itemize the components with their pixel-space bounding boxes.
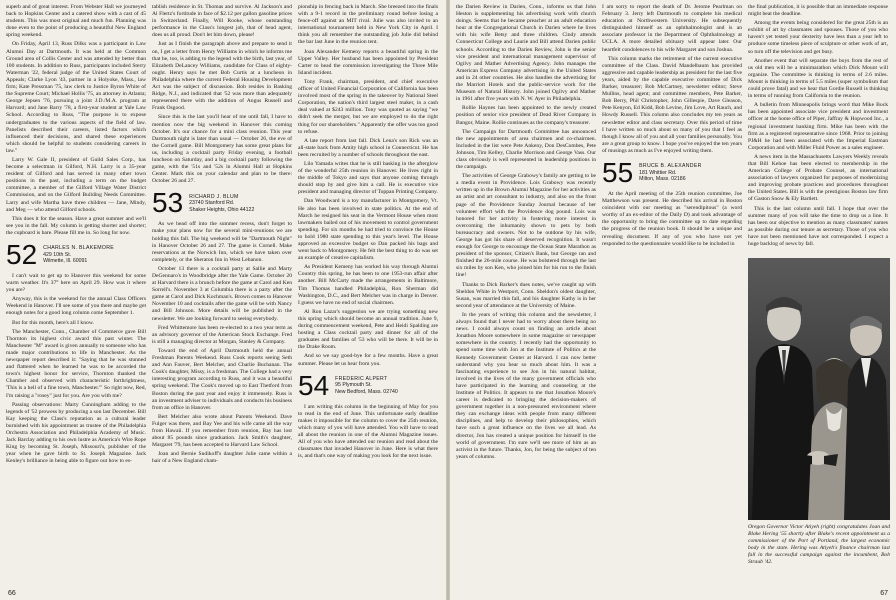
- paragraph: Passing observations: Marty Cunningham adding to the legends of '52 prowess by producing a son last December. Bill Kay keeping the Class's reputation as a cultural leader burnished with his appointment as trustee of the Philadelphia Orchestra Association and Philadelphia Academy of Music. Jack Barclay adding to his own lustre as America's Wire Rope King by becoming St. Joseph, Missouri's, publisher of the year when he gave birth to St. Joseph Magazine. Jack Kenley's brilliance in being able to figure out how to es-: [6, 401, 146, 465]
- paragraph: A late report from last fall. Dick Lena's son Rick was an all-state back from Amity high school in Connecticut. He has been recruited by a number of schools throughout the east.: [298, 137, 438, 158]
- left-column-3: [298, 4, 438, 578]
- class-number: 54: [298, 369, 330, 401]
- secretary-address: 95 Plymouth St.: [335, 382, 372, 389]
- page-number: 66: [8, 590, 16, 597]
- paragraph: I can't wait to get up to Hanover this weekend for some warm weather. It's 37° here on April 29. How was it where you are?: [6, 273, 146, 294]
- paragraph: October 13 there is a cocktail party at Sallie and Marty DeGennaro's in Woodbridge after the Yale Game. October 20 at Harvard there is a brunch before the game at Carol and Ken Sorrell's. November 3 at Columbia there is a party after the game at Carol and Dick Kochman's. Brown comes to Hanover November 10 and cocktails after the game will be with Nancy and Bill Johnson. More details will be published in the newsletter. We are looking forward to seeing everybody.: [152, 265, 292, 322]
- paragraph: Larry W. Gale II, president of Guild Sales Corp., has become a selectman in Gilford, N.H. Larry is a 35-year resident of Gilford and has served in many other town positions in the past, including a term on the budget committee, a member of the Gilford Village Water District Commission, and on the Gilford Building Needs Committee. Larry and wife Martha have three children — Jane, Mindy, and Meg — who attend Gilford schools.: [6, 156, 146, 213]
- paragraph: This is the last column until fall. I hope that over the summer many of you will take the time to drop us a line. It has been our objective to mention as many classmates' names as possible during our tenure as secretary. Those of you who have not been mentioned have not corresponded. I expect a huge backlog of news by fall.: [748, 205, 888, 247]
- class-secretary: [43, 245, 114, 264]
- paragraph: The Campaign for Dartmouth Committee has announced the new appointments of area chairmen and co-chairmen. Included in the list were Pete Ankeny, Don DesCombes, Pete Johnson, Tim Kelley, Charlie Morrison and George Vass. Our class obviously is well represented in leadership positions in the campaign.: [456, 128, 596, 171]
- paragraph: Another event that will separate the boys from the rest of us old men will be a minimarathon which Dick Mount will organize. The committee is thinking in terms of 2.6 miles. Mount is thinking in terms of 5.5 miles (super symbolism that could prove fatal) and we hear that Gordie Russell is thinking in terms of running from California to the reunion.: [748, 57, 888, 100]
- paragraph: A news item in the Massachusetts Lawyers Weekly reveals that Bill Kehoe has been elected to membership in the American College of Probate Counsel, an international association of lawyers organized for purposes of modernizing and improving probate practices and procedures throughout the United States. Bill is with the prestigious Boston law firm of Gaston Snow & Ely Bartlett.: [748, 153, 888, 203]
- class-number: 55: [602, 156, 634, 188]
- secretary-city: Milton, Mass. 02186: [639, 176, 686, 183]
- secretary-city: Wilmette, Ill. 60091: [43, 258, 88, 265]
- class-54-heading: [298, 369, 438, 401]
- right-column-2: [602, 4, 742, 578]
- paragraph: Rollie Haynes has been appointed to the newly created position of senior vice president of Dead River Company in Bangor, Maine. Rollie continues as the company's treasurer.: [456, 105, 596, 126]
- secretary-address: 181 Whittier Rd.: [639, 169, 677, 176]
- paragraph: superb and of great interest. From Webster Hall we journeyed back to Hopkins Center and a catered show with a cast of 45 students. This was most original and much fun. Planning was done even to the point of producing a beautiful New England spring weekend.: [6, 4, 146, 39]
- paragraph: the final publication, it is possible that an immediate response might beat the deadline.: [748, 4, 888, 18]
- secretary-name: BRUCE B. ALEXANDER: [639, 163, 702, 170]
- photo-illustration: [748, 258, 890, 520]
- paragraph: And so we say good-bye for a few months. Have a great summer. Please let us hear from you.: [298, 353, 438, 367]
- photo-governor-handshake: [748, 258, 890, 520]
- paragraph: Since this is the last you'll hear of me until fall, I have to mention now the big weekend in Hanover this coming October. It's our chance for a mini class reunion. This year Dartmouth night is later than usual — October 26, the eve of the Cornell game. Bill Montgomery has some great plans for us, including a cocktail party Friday evening, a football luncheon on Saturday, and a big cocktail party following the game, with the '51s and '52s in Alumni Hall at Hopkins Center. Mark this on your calendar and plan to be there: October 26 and 27.: [152, 114, 292, 185]
- paragraph: Joan Alexander Kemeny reports a beautiful spring in the Upper Valley. Her husband has been appointed by President Carter to head the commission investigating the Three Mile Island incident.: [298, 48, 438, 76]
- secretary-address: 23740 Stanford Rd.: [189, 200, 235, 207]
- class-secretary: [189, 194, 254, 213]
- class-number: 52: [6, 239, 38, 270]
- photo-caption: Oregon Governor Victor Atiyeh (right) congratulates Joan and Blake Hering '55 shortly after Blake's recent appointment as a commissioner of the Port of Portland, the largest economic body in the state. Hering was Atiyeh's finance chairman last fall in the successful campaign against the incumbent, Bob Straub '42.: [748, 524, 890, 565]
- paragraph: Anyway, this is the weekend for the annual Class Officers Weekend in Hanover. I'll see some of you there and maybe get enough notes for a good long column come September 1.: [6, 296, 146, 317]
- paragraph: Dan Woodward is a toy manufacturer in Montgomery, Vt. He also has been involved in state politics. At the end of March he resigned his seat in the Vermont House when most lawmakers bailed out of his movement to control government spending. For six months he had tried to convince the House to hold 1980 state spending to this year's level. The House approved an excessive budget so Dan packed his bags and went back to Montgomery. He felt the best thing to do was set an example of creative capitalism.: [298, 198, 438, 262]
- paragraph: Among the events being considered for the great 25th is an exhibit of art by classmates and spouses. Those of you who haven't yet tested your dexterity have less than a year left to produce some timeless piece of sculpture or other work of art, so turn off the television and get busy.: [748, 20, 888, 55]
- paragraph: In the years of writing this column and the newsletter, I always found that I never had to worry about there being no news. I could always count on finding an article about Jonathon Moore somewhere in some magazine or newspaper somewhere in the country. I recently had the opportunity to spend some time with Jon at the Institute of Politics at the Kennedy Government Center at Harvard. I can now better understand why you hear so much about him. It was a fascinating experience to see Jon in his natural habitat, involved in the lives of the many government officials who have participated in the learning and counseling at the Institute of Politics. It appears to me that Jonathon Moore's career is dedicated to bringing the decision-makers of government together in a non-pressured environment where they can exchange ideas with people from many different disciplines, and help to develop their philosophies, which have such a great influence on the lives we all lead. As director, Jon has created a unique position for himself in the world of government. I'm sure we'll see more of him as an activist in the future. Thanks, Jon, for being the subject of ten years of columns.: [456, 311, 596, 460]
- paragraph: Bert Melcher also wrote about Parents Weekend. Dave Fulger was there, and Bay Yee and his wife came all the way from Hawaii. If you remember from reunion, Bay has lost about 85 pounds since graduation. Jack Smith's daughter, Margaret '79, has been accepted to Harvard Law School.: [152, 413, 292, 449]
- paragraph: Just as I finish the paragraph above and prepare to send it on, I get a letter from Henry Williams in which he informs me that he, too, is adding to the legend with the birth, last year, of Elizabeth DeLancey Williams, candidate for Class of eighty-ought. Henry says he met Bob Curtis at a luncheon in Philadelphia where the current Federal Housing Development Act was the subject of discussion. Bob resides in Basking Ridge, N.J., and indicated that '52 was more than adequately represented there with the addition of Angus Russell and Frank Osgood.: [152, 41, 292, 112]
- paragraph: the Darien Review in Darien, Conn., informs us that John Heston is supplementing his advertising work with church doings. Seems that he became preacher at an adult education hour at the Congregational Church in Darien where he lives with his wife Betsy and three children. Cindy attends Connecticut College and Laurie and Bill attend Darien public schools. According to the Darien Review, John is the senior vice president and international management supervisor of Ogilvy and Mather Advertising Agency. John manages the American Express Company advertising in the United States and in 24 other countries. He also handles the advertising for the Marriott Hotels and the public-service work for the Museum of Natural History. John joined Ogilvy and Mather in 1961 after five years with N. W. Ayer in Philadelphia.: [456, 4, 596, 103]
- secretary-city: New Bedford, Mass. 02740: [335, 388, 398, 395]
- paragraph: As President Kemeny has worked his way through Alumni Country this spring, he has been to one 1953-run affair after another. Bill McCarty made the arrangements in Baltimore, Tim Thomas handled Philadelphia, Ron Sherman did Washington, D.C., and Bert Melcher was in charge in Denver. I guess we have no end of social chairmen.: [298, 264, 438, 306]
- paragraph: Thanks to Dick Barker's dues notes, we've caught up with Sheldon White in Westport, Conn. Sheldon's oldest daughter, Susan, was married this fall, and his daughter Kathy is in her second year of attendance at the University of Maine.: [456, 281, 596, 309]
- page-number: 67: [880, 590, 888, 597]
- right-column-1: [456, 4, 596, 578]
- class-55-heading: [602, 156, 742, 188]
- paragraph: A bulletin from Minneapolis brings word that Mike Bock has been appointed associate vice president and investment officer at the home office of Piper, Jaffray & Hopwood Inc., a regional investment banking firm. Mike has been with the firm as a registered representative since 1968. Prior to joining PJ&H he had been associated with the Imperial Eastman Corporation and with Miller Fluid Power as a sales engineer.: [748, 102, 888, 151]
- paragraph: As we head off into the summer recess, don't forget to make your plans now for the several mini-reunions we are holding this fall. The big weekend will be "Dartmouth Night" in Hanover October 26 and 27. The game is Cornell. Make reservations at the Norwich Inn, which we have taken over completely, or the Sheraton Inn in West Lebanon.: [152, 221, 292, 263]
- paragraph: tablish residence in St. Thomas and survive. Al Jackson's and Al Flertz's fortitude in face of $2.12 per gallon gasoline prices in Switzerland. Finally, Will Rooke, whose outstanding performance in the Class's longest job, that of head agent, does us all proud. Don't let him down, please!: [152, 4, 292, 39]
- paragraph: Joan and Bernie Sudikoff's daughter Julie came within a hair of a New England cham-: [152, 451, 292, 465]
- paragraph: On Friday, April 13, Russ Dilks was a participant in Law Alumni Day at Dartmouth. It was held at the Common Ground area of Collis Center and was attended by better than 100 students. In addition to Russ, participants included Sterry Waterman '22, federal judge of the United States Court of Appeals; Clarke Lyon '43, partner in a Holyoke, Mass., law firm; Kate Pressman '75, law clerk to Justice Byron White of the Supreme Court; Michael Hollis '75, an attorney in Atlanta; George Jepsen '76, pursuing a joint J.D./M.A. program at Harvard; and Jane Barry '78, a first-year student at Yale Law School. According to Russ, "The purpose is to expose undergraduates to the various aspects of the field of law. Panelists described their careers, listed factors which influenced their decisions, and shared these experiences which should be helpful to students considering careers in law.": [6, 41, 146, 154]
- paragraph: This does it for the season. Have a great summer and we'll see you in the fall. My column is getting shorter and shorter; the cupboard is bare. Please fill me in. So long for now.: [6, 215, 146, 236]
- paragraph: pionship in fencing back in March. She breezed into the finals with a 9-1 record in the preliminary round before losing a fence-off against an MIT rival. Julie was also invited to an international tournament held in New York City in April. I think you all remember the outstanding job Julie did behind the bar last June in the reunion tent.: [298, 4, 438, 46]
- secretary-city: Shaker Heights, Ohio 44122: [189, 206, 255, 213]
- class-53-heading: [152, 189, 292, 217]
- right-column-3: [748, 4, 888, 254]
- class-number: 53: [152, 187, 184, 219]
- secretary-name: FREDERIC ALPERT: [335, 375, 388, 382]
- paragraph: This column marks the retirement of the current executive committee of the Class. David Mandelbaum has provided aggressive and capable leadership as president for the last five years, aided by the capable executive committee of Dick Barker, treasurer; Bob McCartney, newsletter editor; Steve Mullins, head agent; and committee members, Pete Barker, Bob Berry, Phil Christopher, John Gillespie, Dave Gleason, Pete Kenyon, Ed Kidd, Bob Levine, Jim Love, Art Rauch, and Howdy Russell. This column also concludes my ten years as newsletter editor and class secretary. Over this period of time I have written so much about so many of you that I feel as though I know all of you and all your families personally. You are a great group to know. I hope you've enjoyed the ten years of musings as much as I've enjoyed writing them.: [602, 55, 742, 154]
- paragraph: The Manchester, Conn., Chamber of Commerce gave Bill Thornton its highest civic award this past winter. The Manchester "M" award is given annually to someone who has made major contributions to life in Manchester. As the newspaper report described it: "Saying that he was stunned and flattered when he learned he was to be accorded the town's highest honor for service, Thornton thanked the Chamber and observed with characteristic forthrightness, 'This is a hell of a fine town, Manchester.'" So right now, Red, I'm raising a "rosey" just for you. Are you with me?: [6, 328, 146, 399]
- class-52-heading: [6, 241, 146, 269]
- secretary-name: RICHARD J. BLUM: [189, 193, 239, 200]
- paragraph: I am writing this column in the beginning of May for you to read in the end of June. This unfortunate early deadline makes it impossible for the column to cover the 25th reunion, which many of you will have attended. You will have to read all about the reunion in one of the Alumni Magazine issues. All of you who have attended our reunion and read about the classmates that invaded Hanover in June. Here is what there is, and that's one way of making you look for the next issue.: [298, 403, 438, 460]
- paragraph: The activities of George Grabowy's family are getting to be a media event in Providence. Lois Grabowy was recently written up in the Brown Alumni Magazine for her activities as an artist and art consultant to industry, and also on the front page of the Providence Sunday Journal because of her volunteer effort with the Providence dog pound. Lois was honored for her activity in fostering more interest in overcoming the inhumanity shown to pets by both bureaucracy and owners. Not to be outdone by his wife, George has got his share of deserved recognition. It wasn't enough for George to encourage the Ocean State Marathon as president of the sponsor, Citizen's Bank, but George ran and finished the 26-mile course. He was bolstered through the last six miles by son Ken, who joined him for his run to the finish line!: [456, 173, 596, 279]
- secretary-address: 429 10th St.: [43, 251, 72, 258]
- class-secretary: [639, 163, 701, 182]
- left-column-1: [6, 4, 146, 578]
- right-page: [450, 0, 896, 600]
- secretary-name: CHARLES N. BLAKEMORE: [43, 245, 115, 252]
- paragraph: Tony Frank, chairman, president, and chief executive officer of United Financial Corporation of California has been involved most of the spring in the takeover by National Steel Corporation, the nation's third largest steel maker, in a cash deal valued at $243 million. Tony was quoted as saying "we didn't seek the merger, but we are employed to do the right thing for our shareholders." Apparently the offer was too good to refuse.: [298, 78, 438, 135]
- paragraph: Fred Whittemore has been re-elected to a two year term as an advisory governor of the American Stock Exchange. Fred is still a managing director at Morgan, Stanley & Company.: [152, 324, 292, 345]
- paragraph: Toward the end of April Dartmouth held the annual Freshman Parents Weekend. Russ Cook reports seeing Seth and Ann Fauver, Bert Melcher, and Charlie Buchanan. The Cook's daughter, Missy, is a freshman. The College had a very interesting program according to Russ, and it was a beautiful spring weekend. The Cook's moved up to East Thetford from Boston during the past year and enjoy it immensely. Russ is an investment adviser to individuals and conducts his business from an office in Hanover.: [152, 347, 292, 411]
- paragraph: Lilo Yamada writes that he is still basking in the afterglow of the wonderful 25th reunion in Hanover. He lives right in the middle of Tokyo and says that anyone coming through should stop by and give him a call. He is executive vice president and managing director of Toppan Printing Company.: [298, 160, 438, 196]
- paragraph: At the April meeting of the 25th reunion committee, Joe Matthewson was present. He described his arrival in Boston coincident with our meeting as "serendipitous" (a word worthy of an ex-editor of the Daily D) and took advantage of the opportunity to bring the committee up to date regarding the progress of the reunion book. It should be a unique and revealing document. If any of you who have not yet responded to the questionnaire would like to be included in: [602, 190, 742, 247]
- paragraph: I am sorry to report the death of Dr. Jerome Pearlman on February 3. Jerry left Dartmouth to complete his medical education at Northwestern University. He subsequently distinguished himself as an ophthalmologist and is an associate professor in the Department of Ophthalmology at UCLA. A more detailed obituary will appear later. Our heartfelt condolences to his wife Margaret and son Joshua.: [602, 4, 742, 53]
- left-page: [0, 0, 446, 600]
- class-secretary: [335, 376, 398, 395]
- left-column-2: [152, 4, 292, 578]
- paragraph: But for this month, here's all I know.: [12, 319, 94, 326]
- paragraph: Al Ron Lazar's suggestion we are trying something new this spring which should become an annual tradition. June 9, during commencement weekend, Pete and Heidi Spalding are hosting a Class cocktail party and dinner for all of the graduates and families of '53 who will be there. It will be in the Drake Room.: [298, 308, 438, 351]
